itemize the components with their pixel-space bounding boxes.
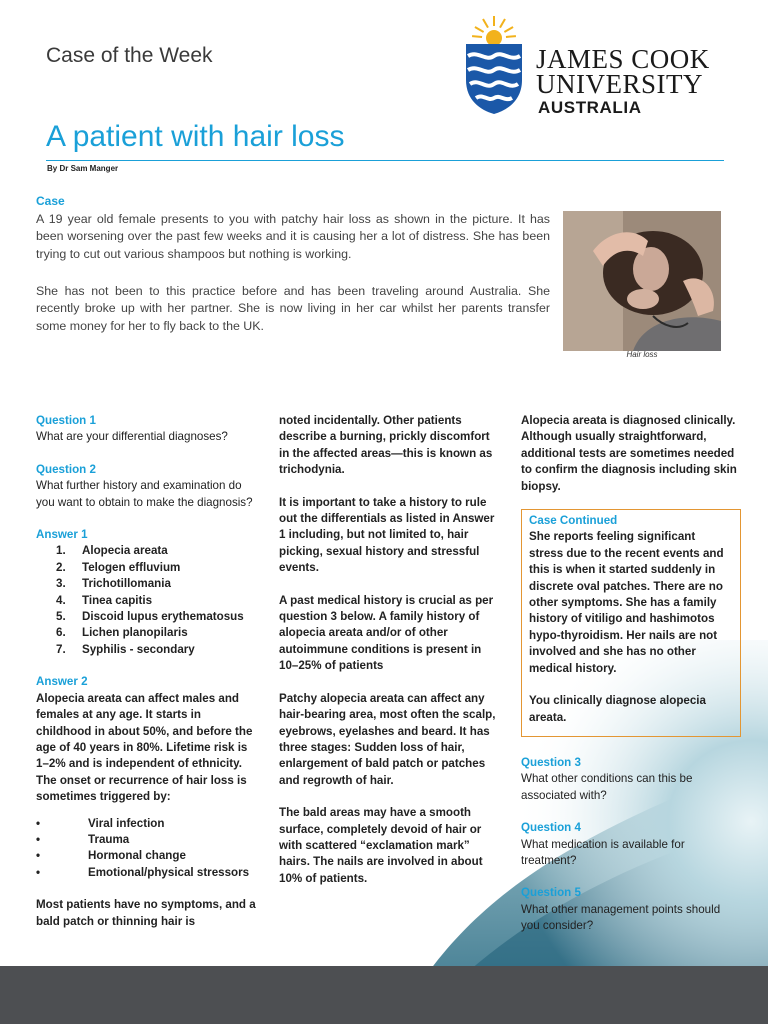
- section-label: Case of the Week: [46, 44, 213, 67]
- question-3-heading: Question 3: [521, 755, 581, 769]
- column-2-paragraph-4: Patchy alopecia areata can affect any hair-bearing area, most often the scalp, eyebrows, eyelashes and beard. It has three stages: Sudden loss of hair, enlargement of bald patch or patches and regrowth of hair.: [279, 691, 496, 787]
- patient-photo: [563, 211, 721, 351]
- question-1-text: What are your differential diagnoses?: [36, 430, 228, 444]
- list-item: 2. Telogen effluvium: [56, 560, 181, 574]
- question-4-text: What medication is available for treatment?: [521, 837, 685, 867]
- list-item: 4. Tinea capitis: [56, 593, 153, 607]
- list-item: 1. Alopecia areata: [56, 544, 168, 558]
- list-item: • Trauma: [36, 832, 258, 848]
- column-2: [279, 413, 499, 903]
- case-paragraph-2: [36, 283, 550, 335]
- question-5-heading: Question 5: [521, 886, 581, 900]
- answer-2-text: Alopecia areata can affect males and females at any age. It starts in childhood in about 50%, and before the age of 40 years in 80%. Lifetime risk is 1–2% and is independent of ethnicity. The onset or recurrence of hair loss is sometimes triggered by:: [36, 691, 253, 804]
- case-continued-box: [521, 509, 741, 737]
- question-1-heading: Question 1: [36, 414, 96, 427]
- column-1: [36, 413, 258, 930]
- case-paragraph-2-text: She has not been to this practice before and has been traveling around Australia. She recently broke up with her partner. She is now living in her car whilst her parents transfer some money for her to fly back to the UK.: [36, 284, 550, 333]
- case-heading: Case: [36, 194, 65, 208]
- title-divider: [46, 160, 724, 161]
- question-5-text: What other management points should you consider?: [521, 902, 721, 933]
- logo-line-2: UNIVERSITY: [536, 69, 703, 99]
- list-item: • Hormonal change: [36, 848, 258, 864]
- case-paragraph-1: A 19 year old female presents to you with patchy hair loss as shown in the picture. It has been worsening over the past few weeks and it is causing her a lot of distress. She has been trying to cut out various shampoos but nothing is working.: [36, 212, 550, 261]
- column-2-paragraph-3: A past medical history is crucial as per question 3 below. A family history of alopecia areata and/or of other autoimmune conditions is present in 10–25% of patients: [279, 593, 494, 673]
- question-2-text: What further history and examination do you want to obtain to make the diagnosis?: [36, 479, 253, 509]
- logo-line-3: AUSTRALIA: [538, 98, 642, 117]
- answer-2: [36, 674, 258, 930]
- answer-2-closing: Most patients have no symptoms, and a bald patch or thinning hair is: [36, 898, 256, 928]
- answer-2-heading: Answer 2: [36, 675, 88, 689]
- university-logo: [464, 14, 714, 117]
- hair-loss-photo-image: [563, 211, 721, 351]
- list-item: 6. Lichen planopilaris: [56, 626, 188, 640]
- photo-caption: Hair loss: [626, 350, 658, 359]
- differential-list: [36, 543, 258, 658]
- jcu-logo-icon: [464, 14, 524, 114]
- trigger-list: [36, 816, 258, 882]
- column-2-paragraph-1: noted incidentally. Other patients describe a burning, prickly discomfort in the affected areas—this is known as trichodynia.: [279, 414, 493, 477]
- column-3-paragraph-1: Alopecia areata is diagnosed clinically. Although usually straightforward, additional tests are sometimes needed to confirm the diagnosis including skin biopsy.: [521, 414, 737, 493]
- list-item: 3. Trichotillomania: [56, 577, 171, 591]
- answer-1: [36, 527, 258, 658]
- column-2-paragraph-5: The bald areas may have a smooth surface, completely devoid of hair or with scattered “exclamation mark” hairs. The nails are involved in about 10% of patients.: [279, 806, 483, 885]
- column-3: [521, 413, 741, 951]
- column-2-paragraph-2: It is important to take a history to rule out the differentials as listed in Answer 1 including, but not limited to, hair picking, sexual history and stressful events.: [279, 495, 495, 575]
- question-2-heading: Question 2: [36, 462, 96, 476]
- list-item: • Emotional/physical stressors: [36, 865, 258, 881]
- question-5: [521, 885, 741, 934]
- list-item: 5. Discoid lupus erythematosus: [56, 610, 244, 624]
- question-1: [36, 413, 258, 446]
- case-continued-paragraph-1: She reports feeling significant stress due to the recent events and this is when it started suddenly in discrete oval patches. There are no other symptoms. She has a family history of vitiligo and hashimotos hypo-thyroidism. Her nails are not involved and she has no other medical history.: [529, 530, 724, 675]
- list-item: • Viral infection: [36, 816, 258, 832]
- question-3: [521, 755, 741, 804]
- question-3-text: What other conditions can this be associated with?: [521, 772, 693, 802]
- case-continued-heading: Case Continued: [529, 514, 618, 528]
- footer-band: [0, 966, 768, 1024]
- list-item: 7. Syphilis - secondary: [56, 642, 195, 656]
- question-2: [36, 462, 258, 511]
- question-4: [521, 820, 741, 869]
- article-title: A patient with hair loss: [46, 120, 345, 153]
- case-continued-paragraph-2: You clinically diagnose alopecia areata.: [529, 694, 706, 724]
- question-4-heading: Question 4: [521, 821, 581, 835]
- logo-line-1: JAMES COOK: [536, 44, 710, 74]
- byline: By Dr Sam Manger: [47, 164, 119, 173]
- answer-1-heading: Answer 1: [36, 528, 88, 542]
